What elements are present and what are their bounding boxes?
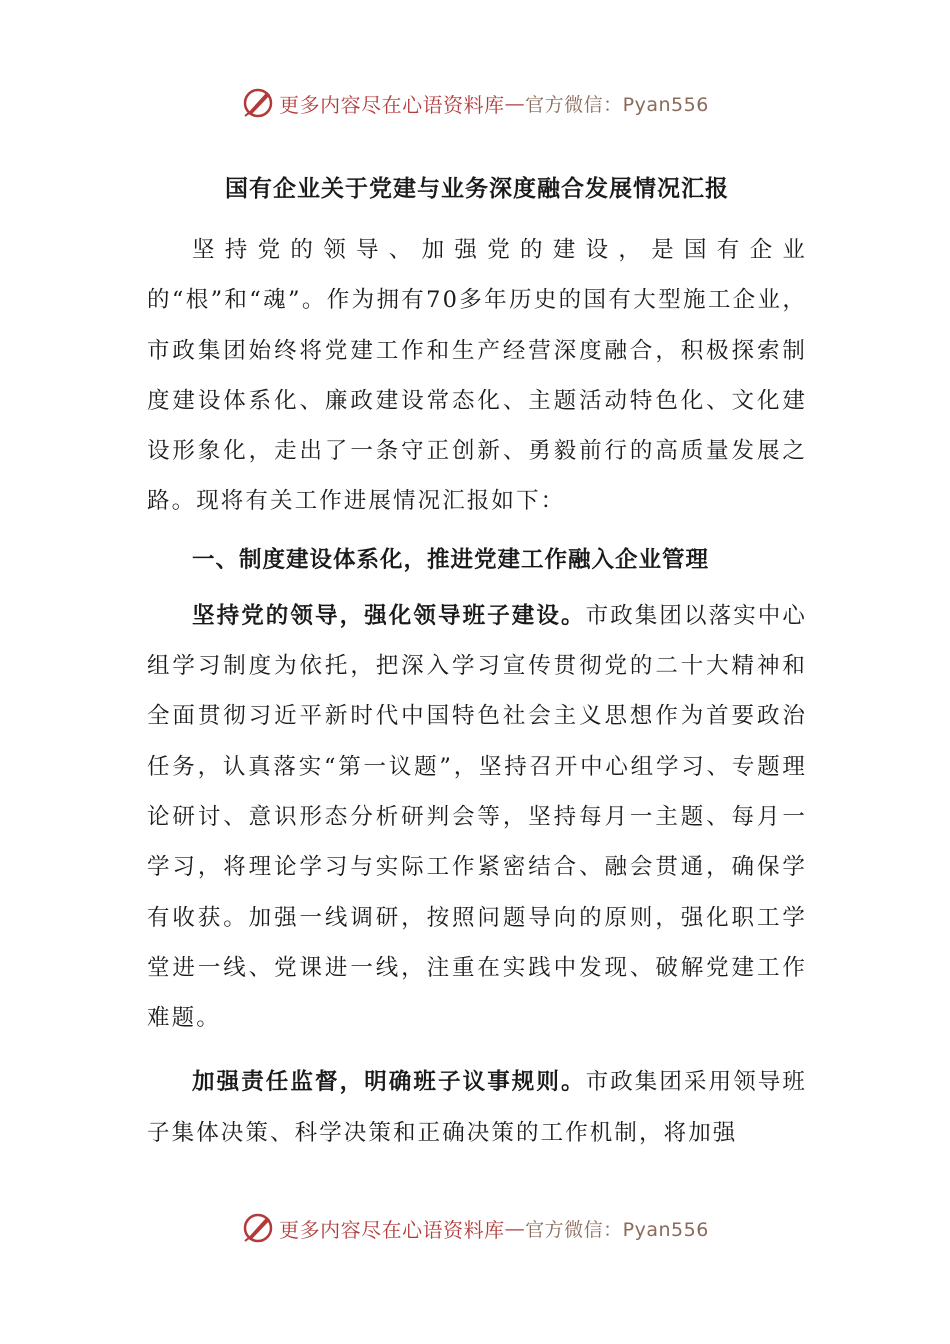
watermark-contact: 官方微信：Pyan556: [525, 93, 709, 116]
quill-logo-icon: [241, 1211, 275, 1245]
paragraph-2: [147, 1057, 807, 1158]
paragraph-2-lead: 加强责任监督，明确班子议事规则。: [192, 1069, 586, 1096]
document-body: [147, 170, 807, 1158]
paragraph-1-body: 市政集团以落实中心组学习制度为依托，把深入学习宣传贯彻党的二十大精神和全面贯彻习近平新时代中国特色社会主义思想作为首要政治任务，认真落实“第一议题”，坚持召开中心组学习、专题理论研讨、意识形态分析研判会等，坚持每月一主题、每月一学习，将理论学习与实际工作紧密结合、融会贯通，确保学有收获。加强一线调研，按照问题导向的原则，强化职工学堂进一线、党课进一线，注重在实践中发现、破解党建工作难题。: [147, 602, 808, 1032]
watermark-brand: 更多内容尽在心语资料库: [279, 92, 505, 117]
document-title: 国有企业关于党建与业务深度融合发展情况汇报: [225, 175, 729, 202]
header-watermark: [0, 86, 950, 120]
paragraph-2-body: 市政集团采用领导班子集体决策、科学决策和正确决策的工作机制，将加强: [147, 1069, 808, 1146]
paragraph-1-lead: 坚持党的领导，强化领导班子建设。: [192, 602, 586, 629]
quill-logo-icon: [241, 86, 275, 120]
intro-paragraph: 坚持党的领导、加强党的建设，是国有企业的“根”和“魂”。作为拥有70多年历史的国有大型施工企业，市政集团始终将党建工作和生产经营深度融合，积极探索制度建设体系化、廉政建设常态化、主题活动特色化、文化建设形象化，走出了一条守正创新、勇毅前行的高质量发展之路。现将有关工作进展情况汇报如下：: [147, 237, 807, 515]
footer-watermark: [0, 1211, 950, 1245]
section-heading: 一、制度建设体系化，推进党建工作融入企业管理: [192, 546, 710, 573]
watermark-dash: —: [504, 91, 526, 115]
watermark-contact: 官方微信：Pyan556: [525, 1218, 709, 1241]
paragraph-1: [147, 591, 807, 1044]
watermark-brand: 更多内容尽在心语资料库: [279, 1217, 505, 1242]
watermark-dash: —: [504, 1216, 526, 1240]
